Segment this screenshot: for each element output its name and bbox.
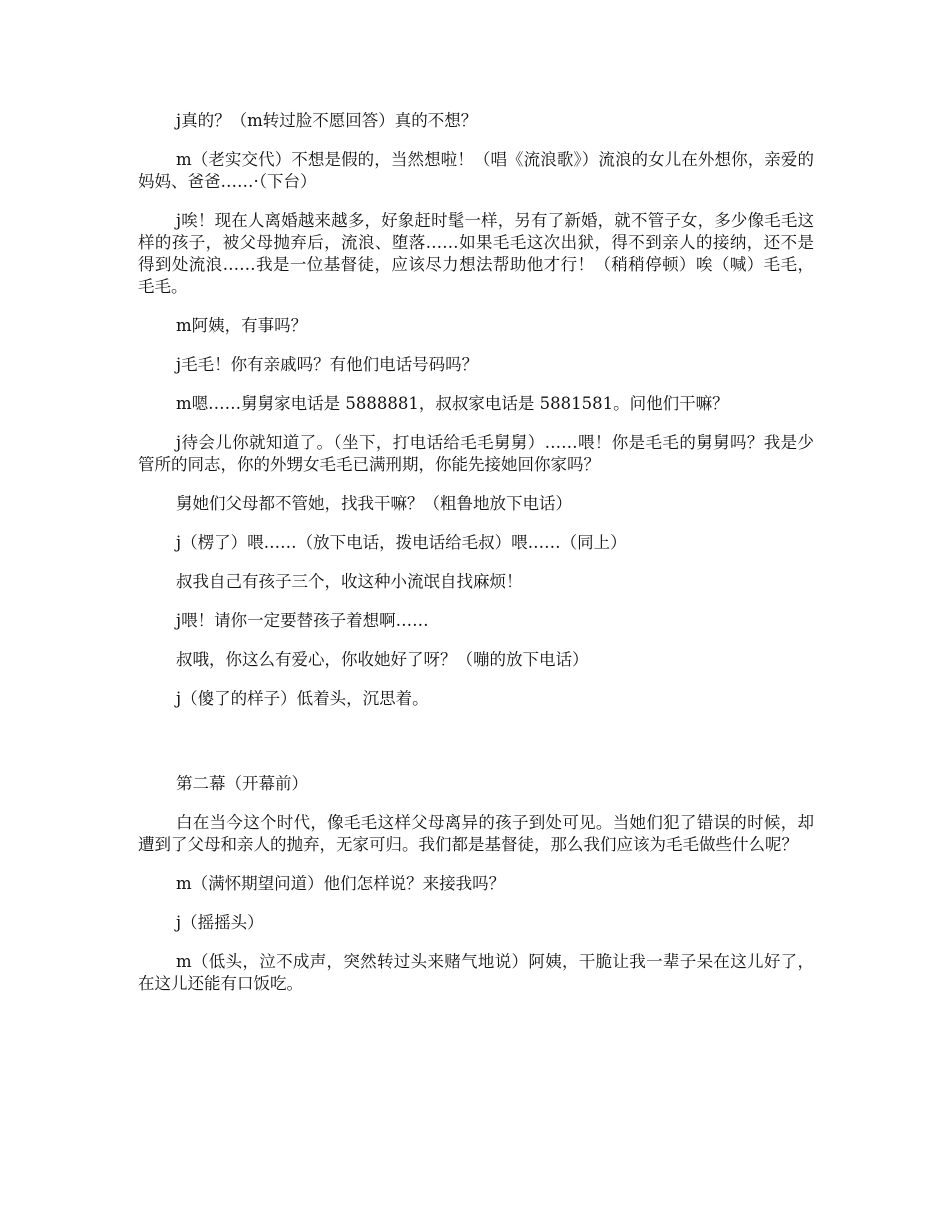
paragraph: j真的？（m转过脸不愿回答）真的不想？	[176, 111, 478, 130]
paragraph: 叔哦，你这么有爱心，你收她好了呀？（嘣的放下电话）	[176, 650, 589, 669]
act-heading: 第二幕（开幕前）	[176, 774, 308, 793]
paragraph: 舅她们父母都不管她，找我干嘛？（粗鲁地放下电话）	[176, 494, 572, 513]
document-body	[138, 110, 814, 1012]
paragraph: j喂！请你一定要替孩子着想啊……	[176, 611, 429, 630]
paragraph: j（摇摇头）	[176, 913, 264, 932]
paragraph: j毛毛！你有亲戚吗？有他们电话号码吗？	[176, 355, 479, 374]
paragraph: m阿姨，有事吗？	[176, 316, 308, 335]
paragraph: 叔我自己有孩子三个，收这种小流氓自找麻烦！	[176, 572, 523, 591]
paragraph: m（满怀期望问道）他们怎样说？来接我吗？	[176, 874, 506, 893]
paragraph: j（傻了的样子）低着头，沉思着。	[176, 689, 429, 708]
paragraph: m嗯……舅舅家电话是 5888881，叔叔家电话是 5881581。问他们干嘛？	[176, 394, 729, 413]
paragraph: j（楞了）喂……（放下电话，拨电话给毛叔）喂……（同上）	[176, 533, 627, 552]
paragraph: j待会儿你就知道了。（坐下，打电话给毛毛舅舅）……喂！你是毛毛的舅舅吗？我是少管所的同志，你的外甥女毛毛已满刑期，你能先接她回你家吗？	[138, 433, 814, 474]
paragraph: m（低头，泣不成声，突然转过头来赌气地说）阿姨，干脆让我一辈子呆在这儿好了，在这儿还能有口饭吃。	[138, 952, 814, 993]
paragraph: 白在当今这个时代，像毛毛这样父母离异的孩子到处可见。当她们犯了错误的时候，却遭到了父母和亲人的抛弃，无家可归。我们都是基督徒，那么我们应该为毛毛做些什么呢？	[138, 813, 814, 854]
paragraph: m（老实交代）不想是假的，当然想啦！（唱《流浪歌》）流浪的女儿在外想你，亲爱的妈妈、爸爸……·（下台）	[138, 150, 814, 191]
paragraph: j唉！现在人离婚越来越多，好象赶时髦一样，另有了新婚，就不管子女，多少像毛毛这样的孩子，被父母抛弃后，流浪、堕落……如果毛毛这次出狱，得不到亲人的接纳，还不是得到处流浪……我是一位基督徒，应该尽力想法帮助他才行！（稍稍停顿）唉（喊）毛毛，毛毛。	[138, 211, 814, 296]
section-gap	[138, 727, 814, 773]
